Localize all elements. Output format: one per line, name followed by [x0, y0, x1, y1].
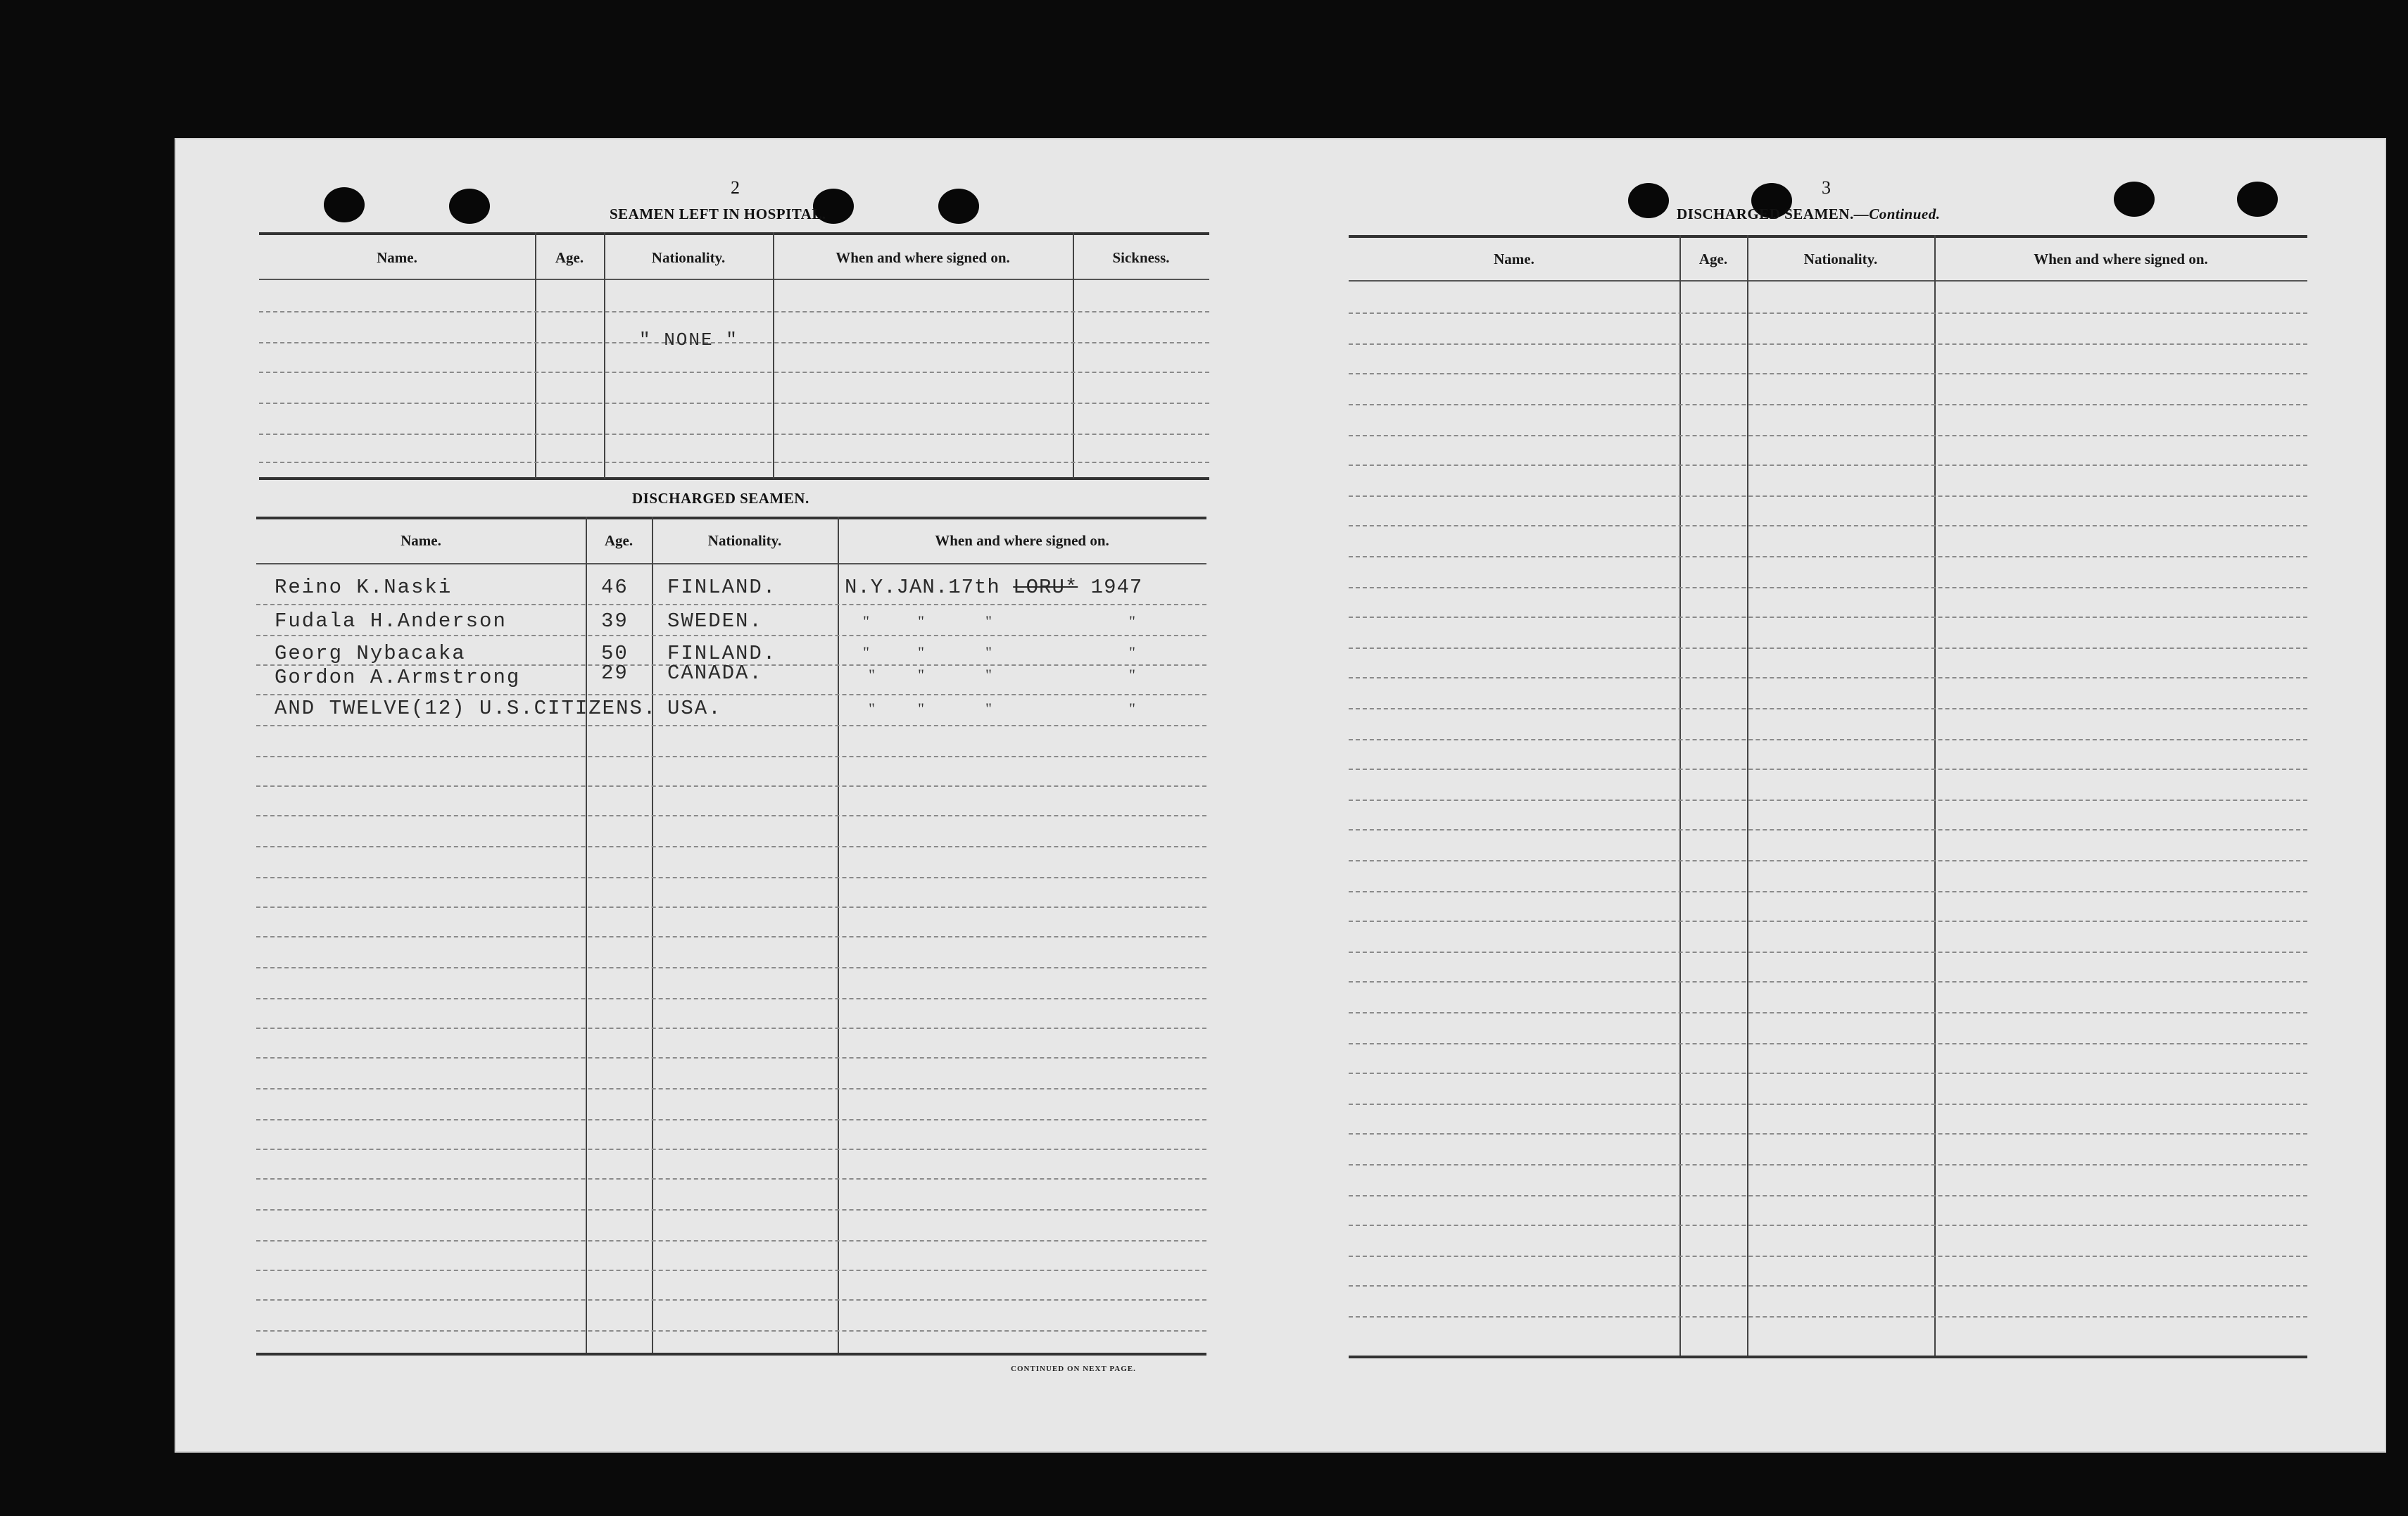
- ditto-mark: ": [1129, 643, 1135, 661]
- row-1-name: Reino K.Naski: [275, 576, 453, 599]
- row-3-age: 50: [601, 642, 629, 665]
- ditto-mark: ": [863, 612, 869, 630]
- discharged-section-title: DISCHARGED SEAMEN.: [632, 490, 809, 507]
- ditto-mark: ": [1129, 700, 1135, 717]
- discharged-col-nationality: Nationality.: [707, 532, 782, 549]
- ditto-mark: ": [918, 643, 924, 661]
- discharged-col-signed-on: When and where signed on.: [935, 532, 1109, 549]
- ditto-mark: ": [1129, 666, 1135, 683]
- ditto-mark: ": [869, 700, 875, 717]
- ditto-mark: ": [985, 666, 992, 683]
- discharged-continued-table: [1349, 235, 2307, 1357]
- row-4-name: Gordon A.Armstrong: [275, 666, 521, 689]
- row-5-name: AND TWELVE(12) U.S.CITIZENS.: [275, 697, 657, 720]
- discharged-col-name: Name.: [401, 532, 441, 549]
- hospital-col-signed-on: When and where signed on.: [836, 249, 1010, 266]
- row-3-nationality: FINLAND.: [667, 642, 777, 665]
- right-section-title: [1677, 206, 1941, 223]
- row-5-nationality: USA.: [667, 697, 722, 720]
- hospital-col-nationality: Nationality.: [651, 249, 726, 266]
- left-page-number: 2: [731, 177, 740, 198]
- right-title-suffix: —Continued.: [1853, 206, 1941, 222]
- row-4-nationality: CANADA.: [667, 662, 763, 685]
- ditto-mark: ": [918, 700, 924, 717]
- continued-col-age: Age.: [1698, 251, 1728, 267]
- row-1-age: 46: [601, 576, 629, 599]
- row-2-name: Fudala H.Anderson: [275, 609, 507, 633]
- ditto-mark: ": [918, 612, 924, 630]
- hospital-none-entry: " NONE ": [639, 329, 738, 350]
- punch-hole: [324, 187, 365, 222]
- punch-hole: [2237, 182, 2278, 217]
- ditto-mark: ": [863, 643, 869, 661]
- ditto-mark: ": [918, 666, 924, 683]
- punch-hole: [449, 189, 490, 224]
- punch-hole: [2114, 182, 2155, 217]
- right-page-number: 3: [1822, 177, 1831, 198]
- discharged-table: [256, 517, 1206, 1354]
- ditto-mark: ": [985, 700, 992, 717]
- continued-col-nationality: Nationality.: [1803, 251, 1878, 267]
- hospital-table: [259, 232, 1209, 479]
- ditto-mark: ": [869, 666, 875, 683]
- hospital-col-sickness: Sickness.: [1112, 249, 1170, 266]
- hospital-col-age: Age.: [555, 249, 584, 266]
- document-sheet: [175, 138, 2386, 1453]
- ditto-mark: ": [985, 612, 992, 630]
- row-3-name: Georg Nybacaka: [275, 642, 466, 665]
- row-4-age: 29: [601, 662, 629, 685]
- ditto-mark: ": [1129, 612, 1135, 630]
- punch-hole: [1628, 183, 1669, 218]
- right-title-main: DISCHARGED SEAMEN.: [1677, 206, 1854, 222]
- row-2-age: 39: [601, 609, 629, 633]
- hospital-section-title: SEAMEN LEFT IN HOSPITAL.: [610, 206, 826, 222]
- continued-col-name: Name.: [1494, 251, 1534, 267]
- ditto-mark: ": [985, 643, 992, 661]
- row-1-nationality: FINLAND.: [667, 576, 777, 599]
- hospital-col-name: Name.: [377, 249, 417, 266]
- continued-col-signed-on: When and where signed on.: [2034, 251, 2208, 267]
- row-1-struck-text: LORU*: [1013, 576, 1078, 599]
- row-2-nationality: SWEDEN.: [667, 609, 763, 633]
- punch-hole: [938, 189, 979, 224]
- discharged-col-age: Age.: [604, 532, 633, 549]
- continued-note: CONTINUED ON NEXT PAGE.: [1011, 1365, 1136, 1373]
- row-1-signed-on: N.Y.JAN.17th LORU* 1947: [845, 576, 1143, 599]
